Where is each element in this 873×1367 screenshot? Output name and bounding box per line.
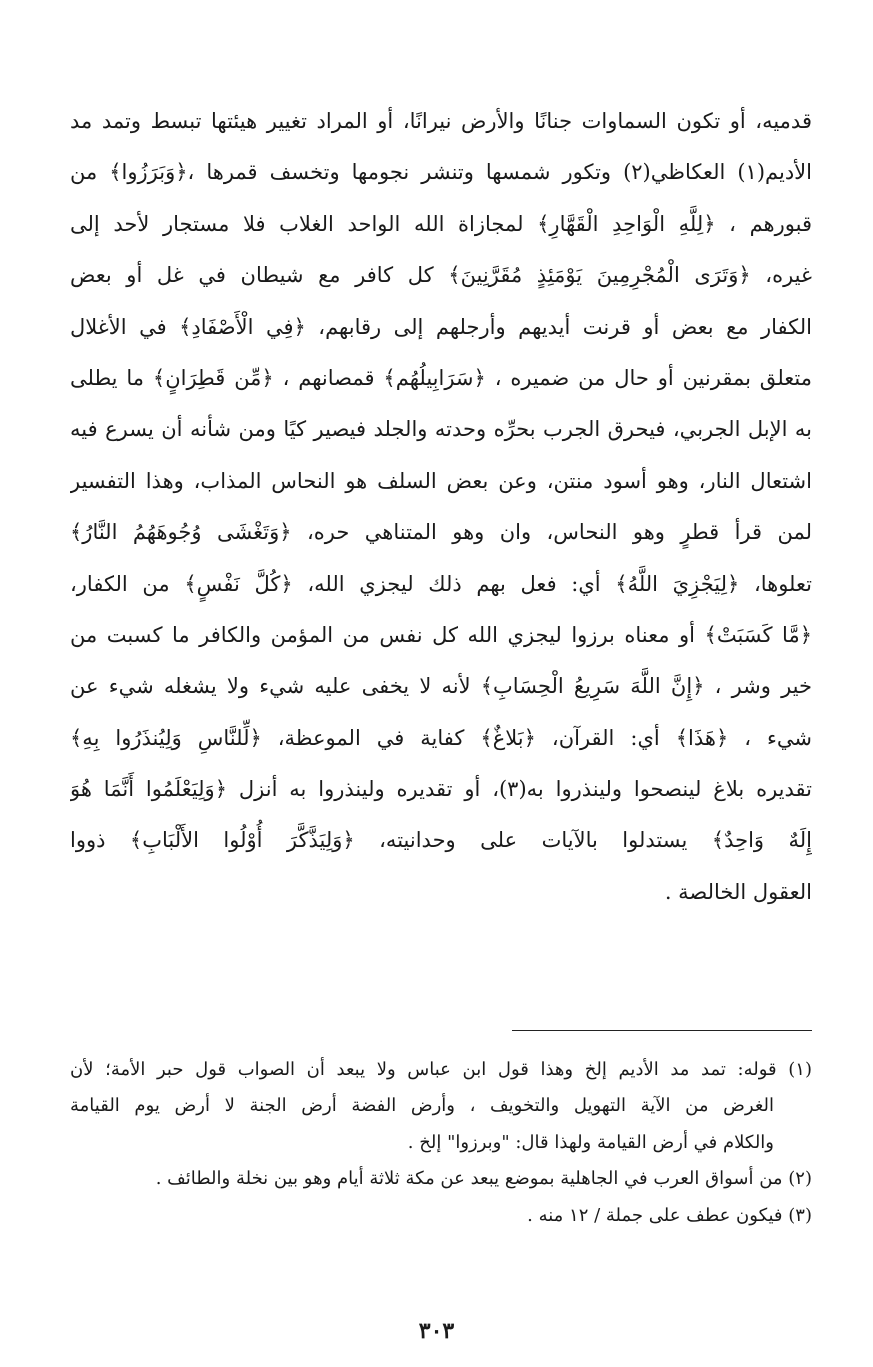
- text-line: شيء ، ﴿هَذَا﴾ أي: القرآن، ﴿بَلاغٌ﴾ كفاية في الموعظة، ﴿لِّلنَّاسِ وَلِيُنذَرُوا بِهِ﴾: [70, 725, 812, 750]
- text-line: تعلوها، ﴿لِيَجْزِيَ اللَّهُ﴾ أي: فعل بهم ذلك ليجزي الله، ﴿كُلَّ نَفْسٍ﴾ من الكفار،: [70, 571, 812, 596]
- text-line: قبورهم ، ﴿لِلَّهِ الْوَاحِدِ الْقَهَّارِ﴾ لمجازاة الله الواحد الغلاب فلا مستجار لأحد إلى: [70, 211, 812, 236]
- text-line: تقديره بلاغ لينصحوا ولينذروا به(٣)، أو تقديره ولينذروا به أنزل ﴿وَلِيَعْلَمُوا أَنَّمَا هُوَ: [70, 777, 812, 802]
- footnote-line: الغرض من الآية التهويل والتخويف ، وأرض الفضة أرض الجنة لا أرض يوم القيامة: [70, 1095, 774, 1117]
- footnote-line: والكلام في أرض القيامة ولهذا قال: "وبرزوا" إلخ .: [407, 1131, 774, 1153]
- text-line: الكفار مع بعض أو قرنت أيديهم وأرجلهم إلى رقابهم، ﴿فِي الْأَصْفَادِ﴾ في الأغلال: [70, 314, 812, 339]
- text-line: ﴿مَّا كَسَبَتْ﴾ أو معناه برزوا ليجزي الله كل نفس من المؤمن والكافر ما كسبت من: [70, 622, 812, 647]
- footnote-line: (٣) فيكون عطف على جملة / ١٢ منه .: [527, 1204, 812, 1226]
- text-line: اشتعال النار، وهو أسود منتن، وعن بعض السلف هو النحاس المذاب، وهذا التفسير: [70, 468, 812, 493]
- footnotes: [70, 1052, 812, 1234]
- text-line: متعلق بمقرنين أو حال من ضميره ، ﴿سَرَابِيلُهُم﴾ قمصانهم ، ﴿مِّن قَطِرَانٍ﴾ ما يطلى: [70, 365, 812, 390]
- footnote-line: (٢) من أسواق العرب في الجاهلية بموضع يبعد عن مكة ثلاثة أيام وهو بين نخلة والطائف .: [155, 1168, 812, 1190]
- text-line: قدميه، أو تكون السماوات جنانًا والأرض نيرانًا، أو المراد تغيير هيئتها تبسط وتمد مد: [70, 109, 812, 133]
- text-line: غيره، ﴿وَتَرَى الْمُجْرِمِينَ يَوْمَئِذٍ مُقَرَّنِينَ﴾ كل كافر مع شيطان في غل أو بعض: [70, 263, 812, 288]
- footnote-separator: [512, 1030, 812, 1031]
- text-line: العقول الخالصة .: [664, 879, 812, 904]
- text-line: لمن قرأ قطرٍ وهو النحاس، وان وهو المتناهي حره، ﴿وَتَغْشَى وُجُوهَهُمُ النَّارُ﴾: [70, 520, 812, 545]
- text-line: الأديم(١) العكاظي(٢) وتكور شمسها وتنشر نجومها وتخسف قمرها ،﴿وَبَرَزُوا﴾ من: [70, 160, 812, 185]
- page-number: ٣٠٣: [418, 1318, 455, 1344]
- text-line: خير وشر ، ﴿إِنَّ اللَّهَ سَرِيعُ الْحِسَابِ﴾ لأنه لا يخفى عليه شيء ولا يشغله شيء عن: [70, 674, 812, 699]
- main-text: [70, 96, 812, 918]
- text-line: به الإبل الجربي، فيحرق الجرب بحرِّه وحدته والجلد فيصير كيًا ومن شأنه أن يسرع فيه: [70, 417, 812, 442]
- text-line: إِلَهٌ وَاحِدٌ﴾ يستدلوا بالآيات على وحدانيته، ﴿وَلِيَذَّكَّرَ أُوْلُوا الأَلْبَابِ﴾ ذووا: [70, 828, 812, 853]
- footnote-line: (١) قوله: تمد مد الأديم إلخ وهذا قول ابن عباس ولا يبعد أن الصواب قول حبر الأمة؛ لأن: [70, 1059, 812, 1080]
